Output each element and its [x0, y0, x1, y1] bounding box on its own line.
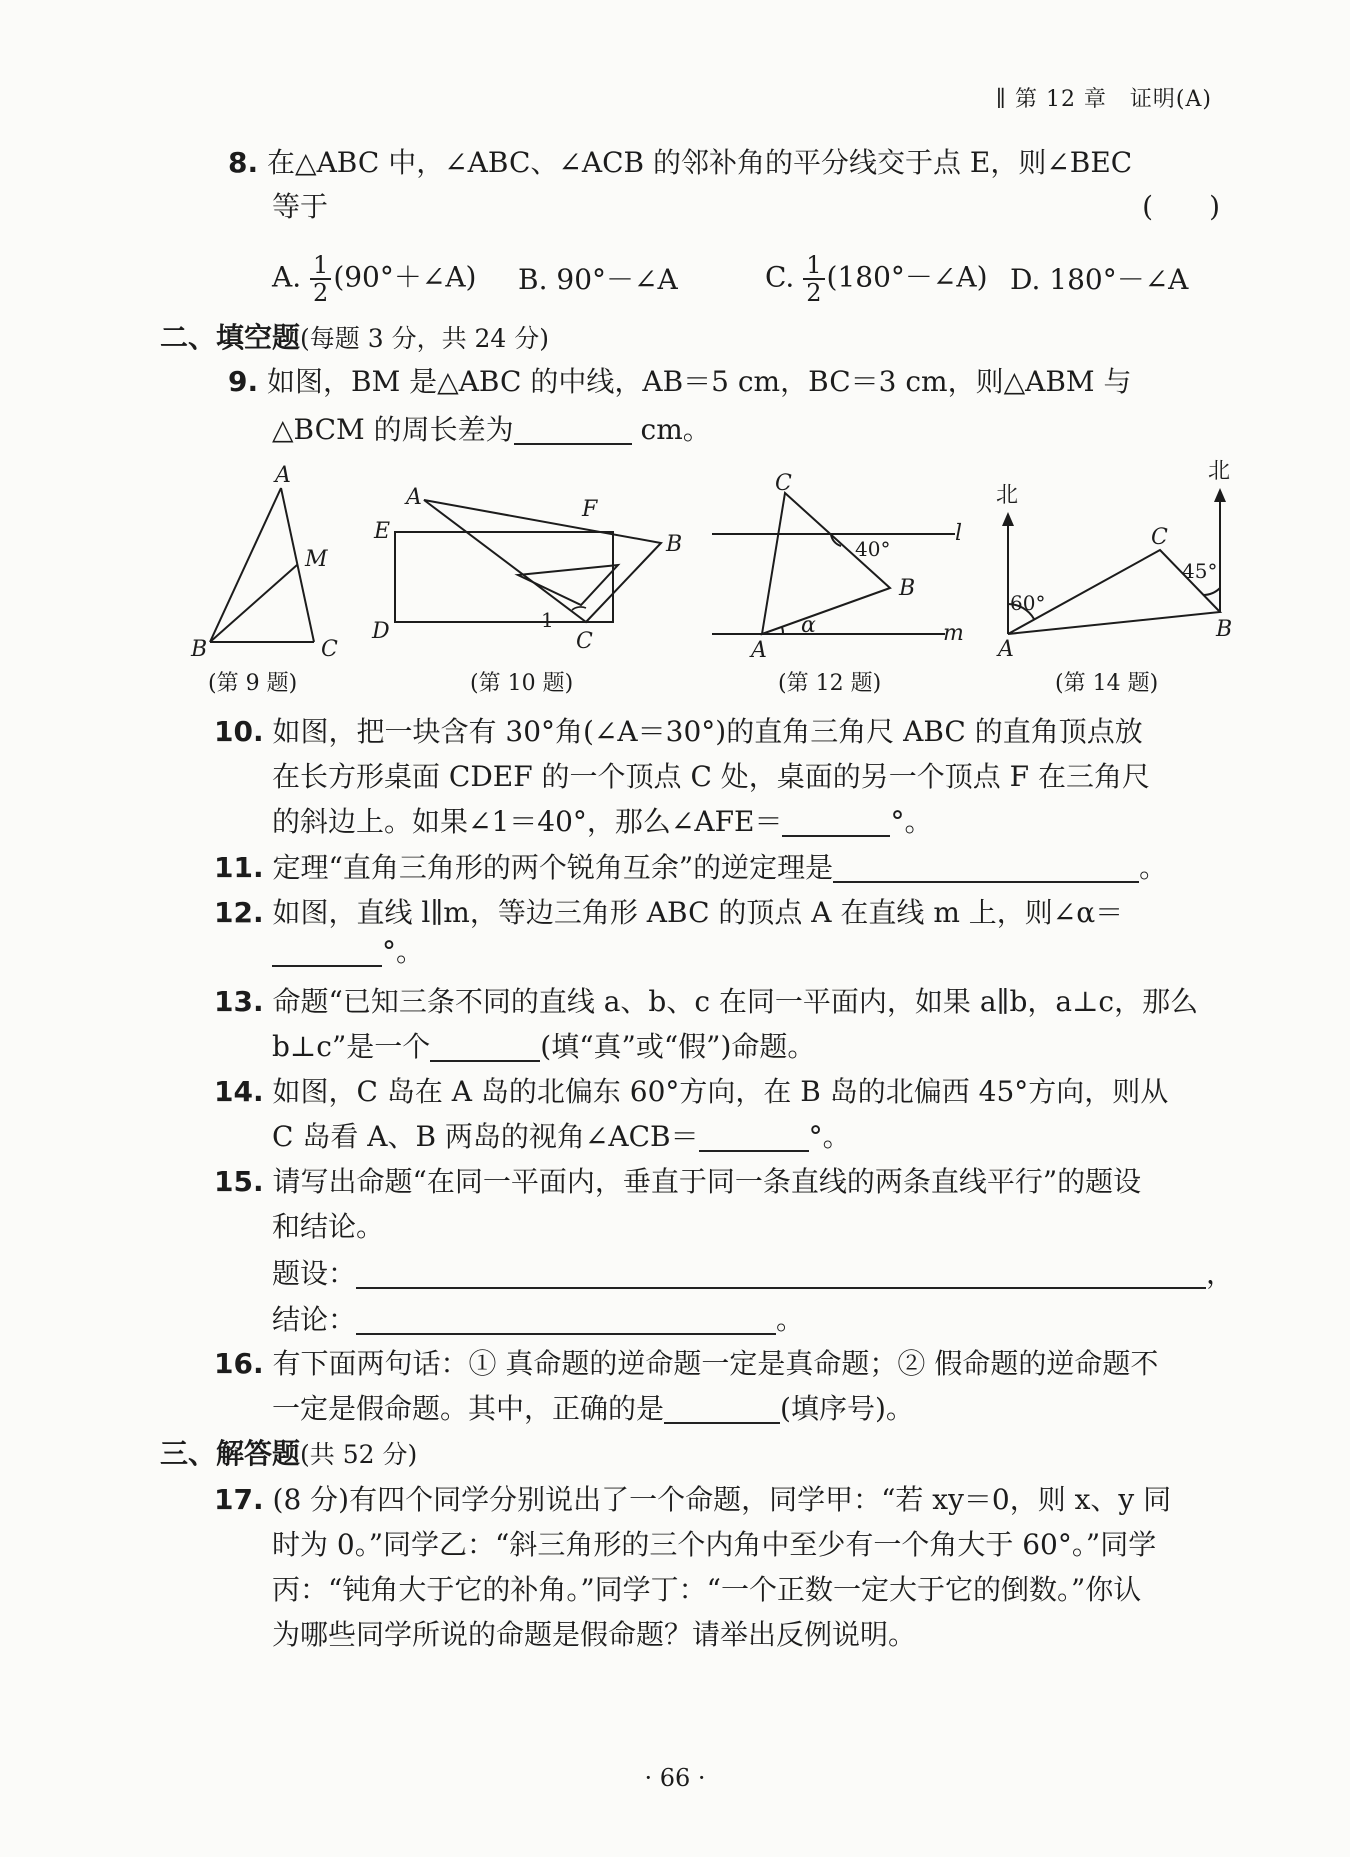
figure-14 [988, 450, 1248, 662]
answer-blank[interactable] [699, 1120, 809, 1152]
premise-label: 题设： [272, 1257, 357, 1290]
question-text: 命题“已知三条不同的直线 a、b、c 在同一平面内，如果 a∥b，a⊥c，那么 [272, 985, 1199, 1018]
question-number: 16. [214, 1347, 264, 1380]
answer-paren: ( ) [1142, 190, 1220, 223]
north-label-b: 北 [1208, 459, 1231, 484]
section-note: (每题 3 分，共 24 分) [300, 324, 550, 353]
angle-1-arc [572, 607, 586, 610]
median-bm [210, 565, 297, 642]
choice-text: (180°－∠A) [826, 260, 988, 294]
choice-a [272, 252, 476, 306]
choice-label: C. [765, 260, 795, 294]
question-10 [214, 710, 1143, 754]
question-text: 一定是假命题。其中，正确的是 [272, 1392, 665, 1425]
answer-blank[interactable] [782, 805, 890, 837]
question-12 [214, 891, 1123, 935]
angle-alpha-arc [782, 627, 783, 634]
question-text: °。 [890, 805, 933, 838]
question-text: 如图，BM 是△ABC 的中线，AB＝5 cm，BC＝3 cm，则△ABM 与 [267, 365, 1132, 398]
north-label-a: 北 [996, 483, 1019, 508]
answer-blank[interactable] [833, 851, 1139, 883]
angle-45-arc [1203, 588, 1220, 595]
vertex-label-a: A [998, 637, 1014, 662]
line-label-l: l [955, 521, 963, 546]
vertex-label-a: A [275, 463, 291, 488]
question-number: 13. [214, 985, 264, 1018]
vertex-label-c: C [576, 629, 593, 654]
question-number: 14. [214, 1075, 264, 1108]
triangle-ruler [424, 500, 661, 622]
fraction [310, 252, 331, 306]
question-number: 15. [214, 1165, 264, 1198]
choice-label: A. [272, 260, 302, 294]
question-text: C 岛看 A、B 两岛的视角∠ACB＝ [272, 1120, 699, 1153]
denominator: 2 [806, 279, 822, 307]
vertex-label-a: A [751, 638, 767, 663]
question-number: 12. [214, 896, 264, 929]
question-text: 在△ABC 中，∠ABC、∠ACB 的邻补角的平分线交于点 E，则∠BEC [267, 146, 1133, 179]
vertex-label-b: B [191, 637, 208, 662]
question-text: (填“真”或“假”)命题。 [540, 1030, 816, 1063]
figure-10 [368, 482, 698, 662]
conclusion-line [272, 1298, 804, 1342]
ruler-inner-hole [518, 565, 618, 605]
section-heading [160, 316, 549, 361]
question-text: (8 分)有四个同学分别说出了一个命题，同学甲：“若 xy＝0，则 x、y 同 [272, 1483, 1172, 1516]
question-11 [214, 846, 1167, 890]
angle-label-alpha: α [801, 613, 816, 638]
vertex-label-f: F [582, 497, 598, 522]
choice-d: D. 180°－∠A [1010, 263, 1189, 296]
vertex-label-c: C [321, 637, 338, 662]
question-14-line2 [272, 1115, 851, 1159]
question-15-line2: 和结论。 [272, 1210, 385, 1243]
vertex-label-b: B [666, 532, 683, 557]
angle-label-60: 60° [1010, 591, 1046, 615]
section-heading [160, 1432, 417, 1477]
question-text: cm。 [631, 413, 711, 446]
question-13-line2 [272, 1025, 815, 1069]
chapter-header: ∥ 第 12 章 证明(A) [995, 87, 1212, 112]
denominator: 2 [313, 279, 329, 307]
line-label-m: m [943, 621, 964, 646]
section-title: 三、解答题 [160, 1437, 301, 1470]
vertex-label-d: D [372, 619, 390, 644]
conclusion-blank[interactable] [356, 1303, 776, 1335]
question-9-line2 [272, 408, 711, 452]
choice-text: (90°＋∠A) [333, 260, 477, 294]
answer-blank[interactable] [430, 1030, 540, 1062]
arrowhead-a [1002, 512, 1014, 526]
section-title: 二、填空题 [160, 321, 301, 354]
question-text: 如图，C 岛在 A 岛的北偏东 60°方向，在 B 岛的北偏西 45°方向，则从 [272, 1075, 1169, 1108]
vertex-label-c: C [775, 471, 792, 496]
question-8-line2 [272, 185, 328, 229]
fraction [803, 252, 824, 306]
figure-12 [705, 468, 985, 668]
figure-9-caption: (第 9 题) [208, 671, 298, 696]
question-8 [228, 141, 1132, 185]
rectangle-cdef [395, 532, 613, 622]
question-10-line2: 在长方形桌面 CDEF 的一个顶点 C 处，桌面的另一个顶点 F 在三角尺 [272, 760, 1150, 793]
arrowhead-b [1214, 488, 1226, 502]
question-17-line2: 时为 0。”同学乙：“斜三角形的三个内角中至少有一个角大于 60°。”同学 [272, 1528, 1157, 1561]
question-12-line2 [272, 930, 424, 974]
question-text: 如图，把一块含有 30°角(∠A＝30°)的直角三角尺 ABC 的直角顶点放 [272, 715, 1143, 748]
choice-b: B. 90°－∠A [518, 263, 678, 296]
point-label-m: M [305, 547, 328, 572]
question-17-line4: 为哪些同学所说的命题是假命题？请举出反例说明。 [272, 1618, 917, 1651]
question-number: 10. [214, 715, 264, 748]
choice-c [765, 252, 988, 306]
vertex-label-c: C [1151, 525, 1168, 550]
numerator: 1 [310, 252, 331, 280]
angle-label-40: 40° [855, 537, 891, 561]
question-text: (填序号)。 [780, 1392, 914, 1425]
vertex-label-b: B [1216, 617, 1233, 642]
angle-label-45: 45° [1182, 559, 1218, 583]
question-text: °。 [808, 1120, 851, 1153]
question-text: 定理“直角三角形的两个锐角互余”的逆定理是 [272, 851, 834, 884]
question-text: △BCM 的周长差为 [272, 413, 514, 446]
question-9 [228, 360, 1131, 404]
question-text: 。 [1139, 851, 1168, 884]
angle-1-label: 1 [541, 608, 554, 632]
vertex-label-e: E [374, 519, 391, 544]
question-16-line2 [272, 1387, 914, 1431]
numerator: 1 [803, 252, 824, 280]
question-text: 。 [776, 1303, 805, 1336]
question-17-line3: 丙：“钝角大于它的补角。”同学丁：“一个正数一定大于它的倒数。”你认 [272, 1573, 1142, 1606]
vertex-label-a: A [406, 485, 422, 510]
question-15 [214, 1160, 1141, 1204]
question-number: 11. [214, 851, 264, 884]
answer-blank[interactable] [664, 1392, 780, 1424]
answer-blank[interactable] [514, 413, 632, 445]
question-number: 17. [214, 1483, 264, 1516]
conclusion-label: 结论： [272, 1303, 357, 1336]
equilateral-triangle [762, 493, 890, 634]
question-text: 请写出命题“在同一平面内，垂直于同一条直线的两条直线平行”的题设 [272, 1165, 1142, 1198]
question-text: 的斜边上。如果∠1＝40°，那么∠AFE＝ [272, 805, 783, 838]
question-14 [214, 1070, 1168, 1114]
question-text: ， [1206, 1257, 1235, 1290]
question-number: 9. [228, 365, 259, 398]
figure-10-caption: (第 10 题) [470, 671, 574, 696]
section-note: (共 52 分) [300, 1440, 418, 1469]
figure-12-caption: (第 12 题) [778, 671, 882, 696]
question-text: 有下面两句话：① 真命题的逆命题一定是真命题；② 假命题的逆命题不 [272, 1347, 1159, 1380]
question-17 [214, 1478, 1171, 1522]
premise-line [272, 1252, 1234, 1296]
question-16 [214, 1342, 1158, 1386]
question-text: °。 [382, 935, 425, 968]
edge-ab [210, 488, 281, 642]
question-10-line3 [272, 800, 932, 844]
question-number: 8. [228, 146, 259, 179]
figure-14-caption: (第 14 题) [1055, 671, 1159, 696]
figure-9 [185, 462, 355, 662]
answer-blank[interactable] [272, 935, 382, 967]
vertex-label-b: B [899, 576, 916, 601]
page-number: · 66 · [644, 1764, 706, 1792]
question-13 [214, 980, 1198, 1024]
premise-blank[interactable] [356, 1257, 1206, 1289]
question-text: 如图，直线 l∥m，等边三角形 ABC 的顶点 A 在直线 m 上，则∠α＝ [272, 896, 1124, 929]
question-text: b⊥c”是一个 [272, 1030, 431, 1063]
question-text: 等于 [272, 190, 329, 223]
